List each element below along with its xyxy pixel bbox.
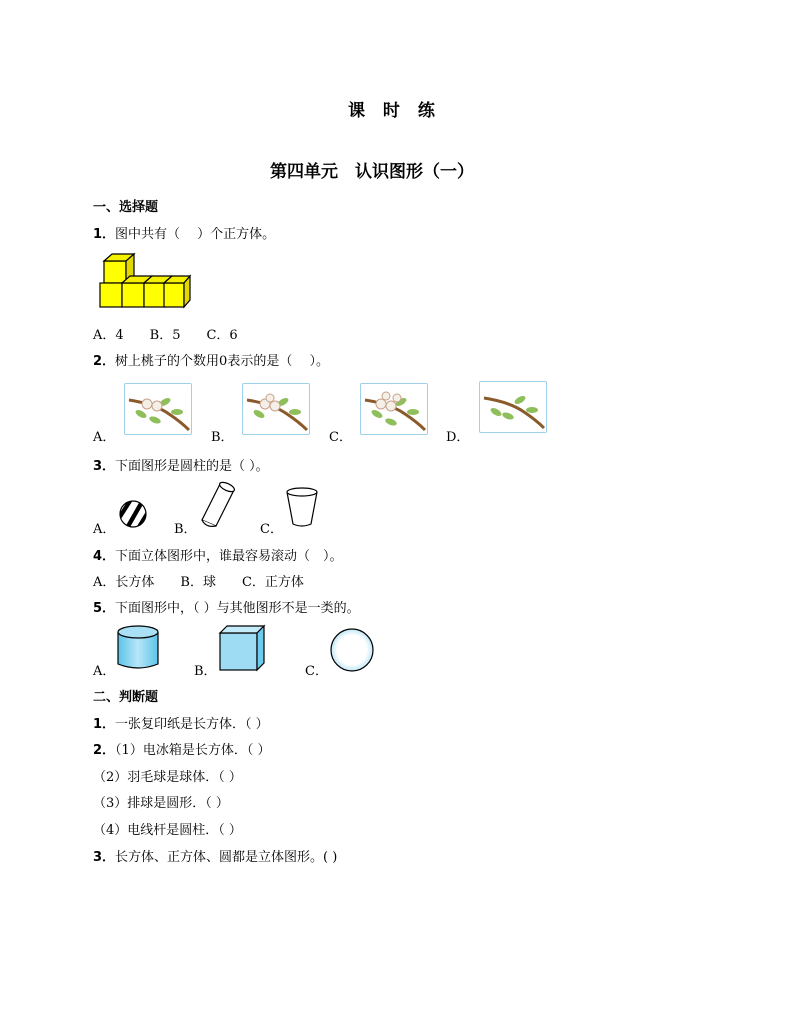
question-text: 下面图形中，（ ）与其他图形不是一类的。 xyxy=(115,601,360,616)
question-4-options: A．长方体 B．球 C．正方体 xyxy=(93,575,304,590)
question-2 xyxy=(93,350,329,369)
page-title: 课 时 练 xyxy=(348,101,441,121)
option-label-a: A． xyxy=(93,522,116,537)
judgment-item xyxy=(93,739,270,758)
option-label-c: C． xyxy=(305,664,328,679)
question-number: 5． xyxy=(93,601,116,616)
item-number: 2． xyxy=(93,743,116,758)
question-text: 下面立体图形中，谁最容易滚动（ ）。 xyxy=(115,549,343,564)
striped-ball-image xyxy=(118,499,148,529)
option-label-b: B． xyxy=(194,664,217,679)
cup-image xyxy=(284,486,320,530)
item-text: 一张复印纸是长方体．（ ） xyxy=(115,717,269,732)
cube-image xyxy=(218,624,266,672)
question-text: 图中共有（ ）个正方体。 xyxy=(115,227,276,242)
question-number: 2． xyxy=(93,354,116,369)
peach-branch-image-a xyxy=(124,383,192,435)
question-number: 3． xyxy=(93,459,116,474)
cube-stack-image xyxy=(98,252,192,310)
judgment-item: （2）羽毛球是球体．（ ） xyxy=(93,770,242,785)
question-1-options: A．4 B．5 C．6 xyxy=(93,328,238,343)
option-label-b: B． xyxy=(174,522,197,537)
question-text: 下面图形是圆柱的是（ ）。 xyxy=(115,459,269,474)
question-4 xyxy=(93,545,343,564)
question-number: 1． xyxy=(93,227,116,242)
item-number: 1． xyxy=(93,717,116,732)
question-number: 4． xyxy=(93,549,116,564)
option-label-a: A． xyxy=(93,664,116,679)
item-number: 3． xyxy=(93,850,116,865)
tilted-cylinder-image xyxy=(198,480,238,530)
question-1 xyxy=(93,223,275,242)
judgment-item xyxy=(93,713,269,732)
section-heading-judgment: 二、判断题 xyxy=(93,690,159,705)
peach-branch-image-b xyxy=(242,383,310,435)
option-label-c: C． xyxy=(260,522,283,537)
judgment-item: （3）排球是圆形．（ ） xyxy=(93,796,229,811)
unit-title: 第四单元 认识图形（一） xyxy=(270,162,474,182)
item-text: 长方体、正方体、圆都是立体图形。( ) xyxy=(115,850,338,865)
question-text: 树上桃子的个数用0表示的是（ ）。 xyxy=(115,354,329,369)
option-label-c: C． xyxy=(329,430,352,445)
peach-branch-image-c xyxy=(360,383,428,435)
judgment-item: （4）电线杆是圆柱．（ ） xyxy=(93,823,242,838)
judgment-item xyxy=(93,846,337,865)
peach-branch-image-d xyxy=(479,381,547,433)
question-3 xyxy=(93,455,269,474)
question-5 xyxy=(93,597,360,616)
option-label-b: B． xyxy=(211,430,234,445)
cylinder-image xyxy=(116,624,160,672)
option-label-a: A． xyxy=(93,430,116,445)
option-label-d: D． xyxy=(446,430,470,445)
section-heading-choice: 一、选择题 xyxy=(93,200,159,215)
item-text: （1）电冰箱是长方体．（ ） xyxy=(115,743,271,758)
circle-image xyxy=(329,627,375,673)
